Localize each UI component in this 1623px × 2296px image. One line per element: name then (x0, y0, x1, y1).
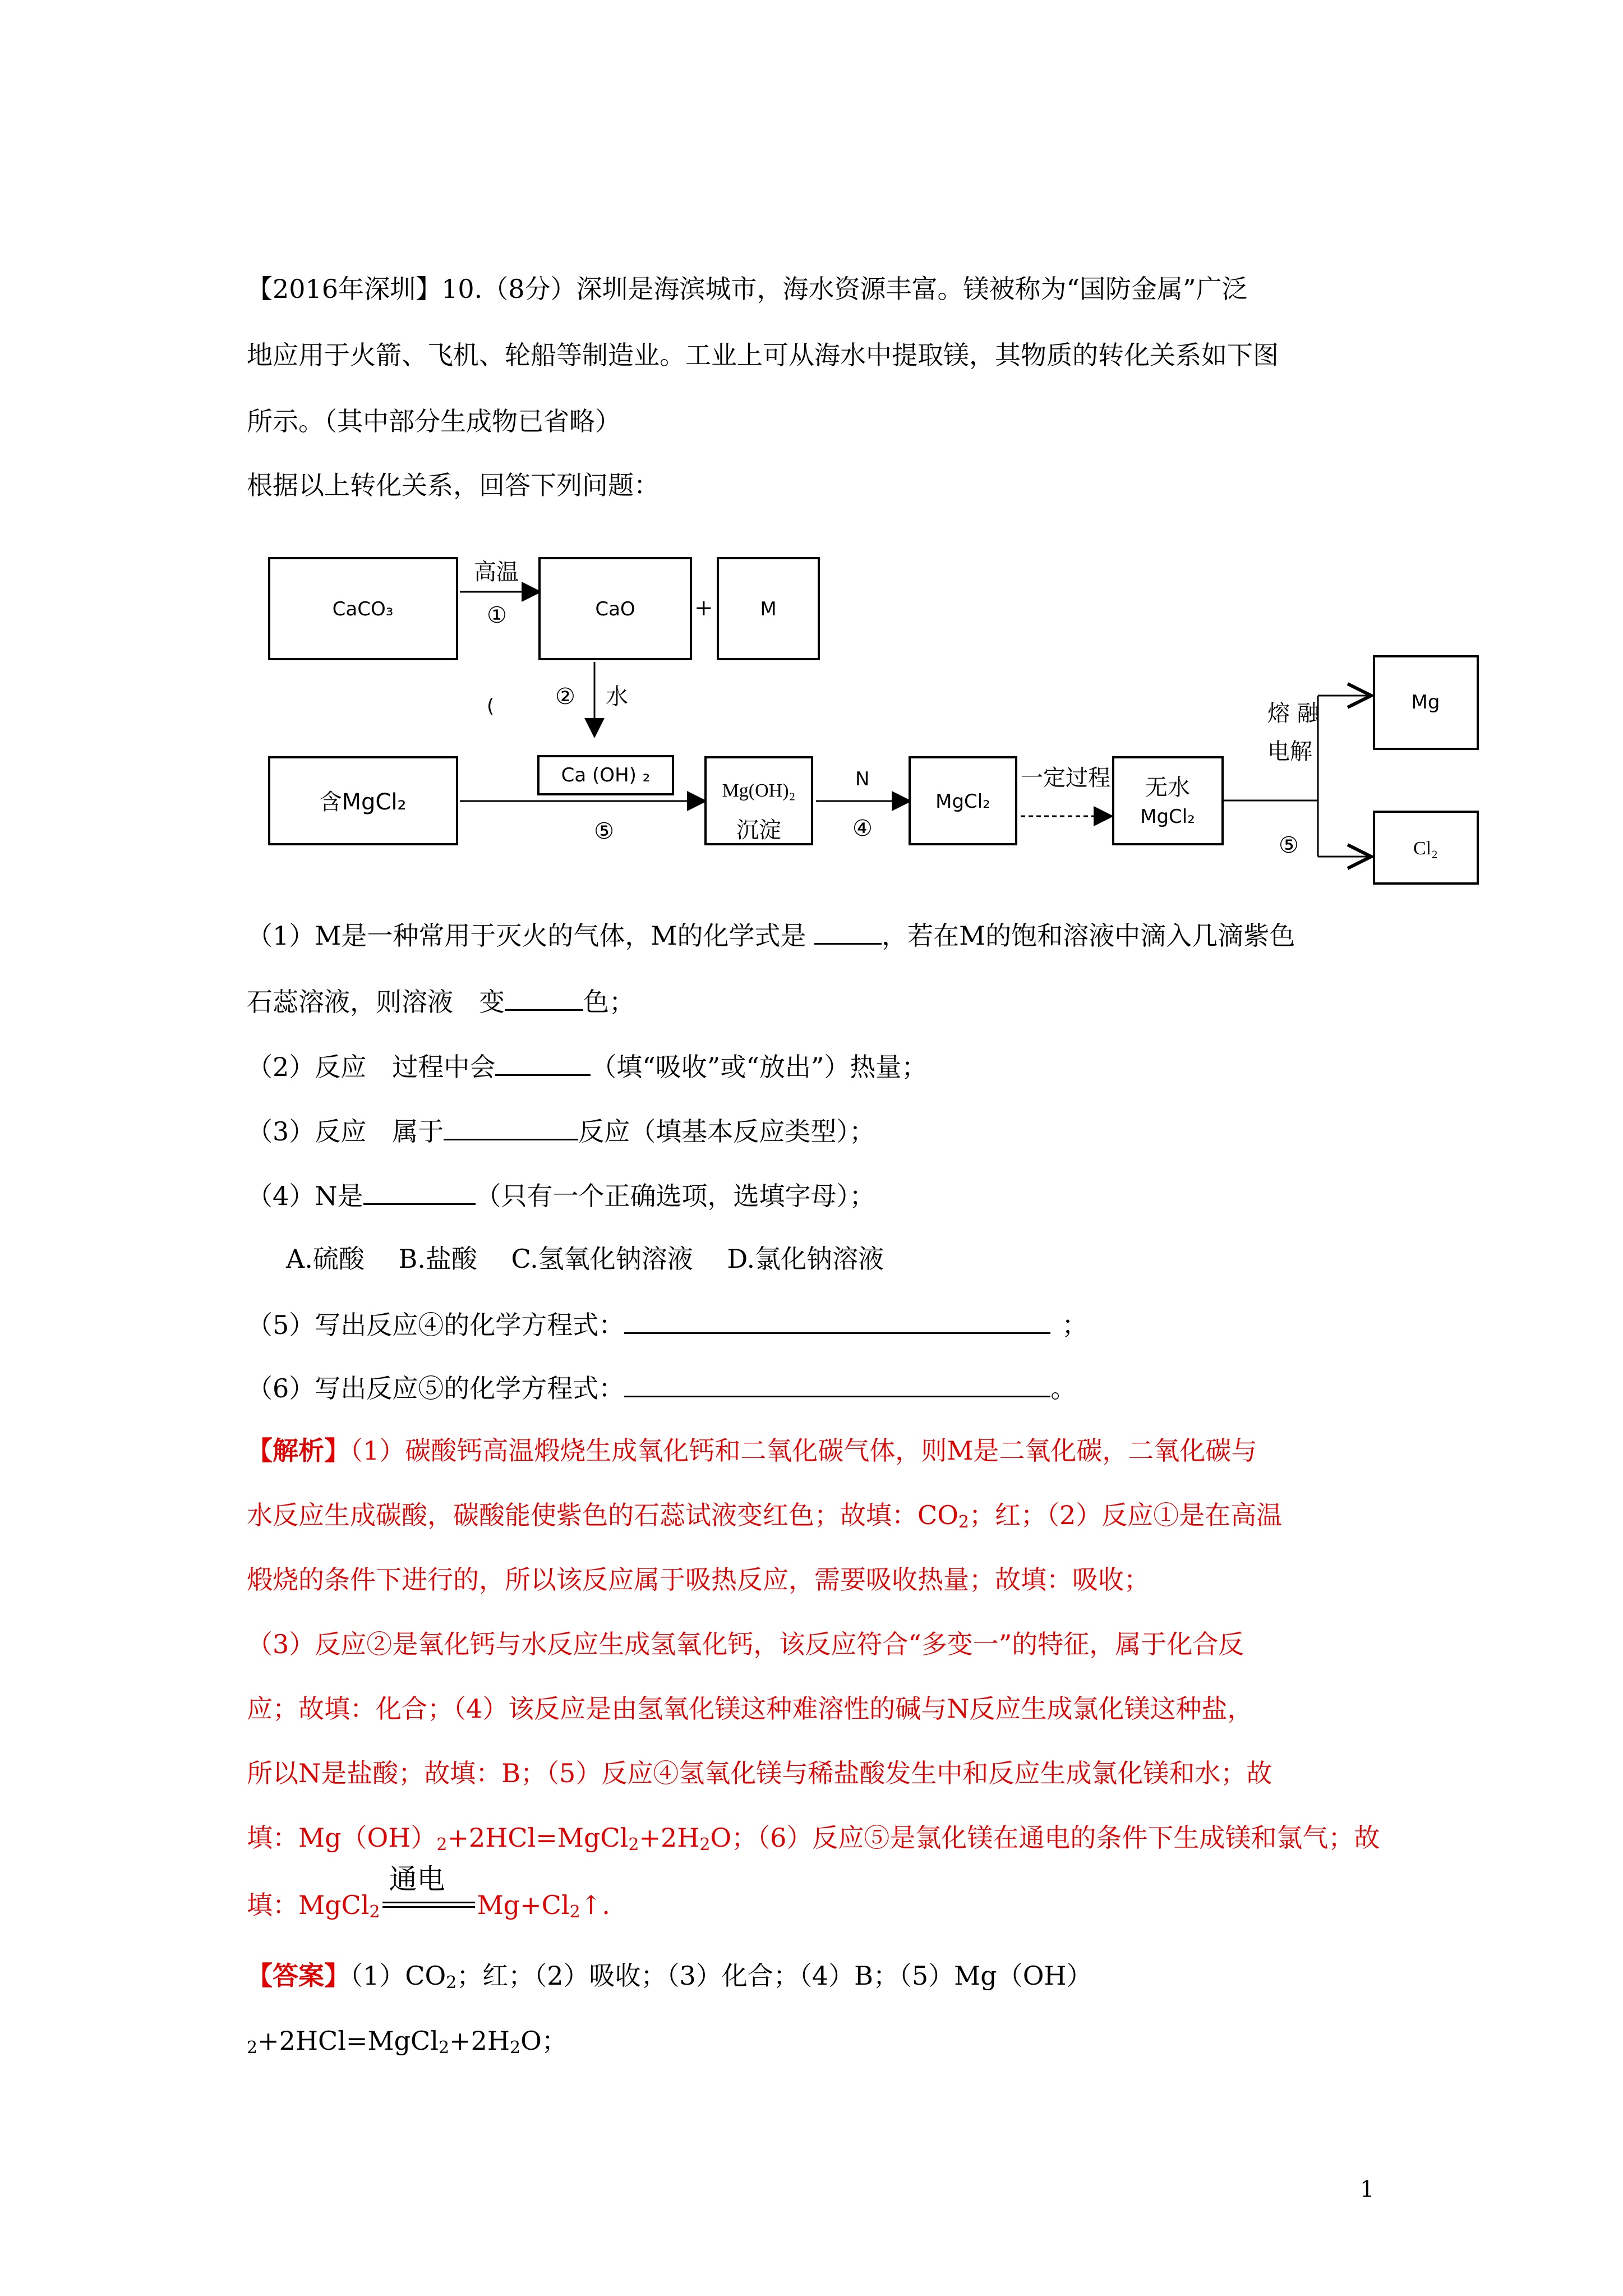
q1b-text: 石蕊溶液，则溶液 变 (247, 987, 505, 1017)
q3-text: （3）反应 属于 (247, 1116, 444, 1147)
page-number: 1 (1360, 2177, 1375, 2202)
q5-text-end: ； (1062, 1310, 1088, 1340)
anhydrous-label: 无水 (1145, 775, 1190, 800)
q4-blank[interactable] (363, 1177, 476, 1205)
answer-label: 【答案】 (247, 1961, 350, 1991)
question-1a (247, 917, 1295, 953)
analysis-line-8 (247, 1863, 610, 1929)
q6-text-end: 。 (1050, 1373, 1077, 1404)
answer-text-2b: +2H (449, 2026, 510, 2056)
q3-text-end: 反应（填基本反应类型）； (578, 1116, 875, 1147)
question-1b (247, 983, 635, 1019)
answer-line-1 (247, 1959, 1092, 2000)
q1a-text-end: ，若在M的饱和溶液中滴入几滴紫色 (882, 921, 1295, 951)
q1b-text-end: 色； (583, 987, 635, 1017)
analysis-text-7c: +2H (639, 1823, 700, 1853)
mgcl2-label: MgCl₂ (935, 790, 990, 813)
stray-paren: ( (487, 695, 495, 717)
answer-line-2 (247, 2024, 568, 2065)
water-label: 水 (606, 684, 628, 710)
analysis-label: 【解析】 (247, 1435, 350, 1466)
analysis-text-7a: 填：Mg（OH） (247, 1823, 437, 1853)
answer-sub: 2 (247, 2038, 258, 2058)
analysis-text-8b: Mg+Cl (477, 1890, 570, 1920)
question-5 (247, 1306, 1087, 1342)
double-line (382, 1902, 475, 1908)
q4-text-end: （只有一个正确选项，选填字母）； (475, 1181, 875, 1211)
tongdian-label: 通电 (389, 1863, 445, 1895)
step-5a-label: ⑤ (594, 818, 614, 844)
q2-text: （2）反应 过程中会 (247, 1052, 496, 1082)
q5-blank[interactable] (624, 1306, 1050, 1334)
step-2-label: ② (555, 684, 575, 710)
answer-text-1a: （1）CO (350, 1961, 446, 1991)
analysis-text-7d: O；（6）反应⑤是氯化镁在通电的条件下生成镁和氯气；故 (710, 1823, 1380, 1853)
analysis-text-7b: +2HCl=MgCl (447, 1823, 629, 1853)
question-2 (247, 1048, 927, 1084)
answer-text-1b: ；红；（2）吸收；（3）化合；（4）B；（5）Mg（OH） (457, 1961, 1092, 1991)
plus-sign: + (694, 595, 713, 621)
analysis-text-8c: ↑. (580, 1890, 610, 1920)
step-5b-label: ⑤ (1279, 832, 1299, 858)
q6-text: （6）写出反应⑤的化学方程式： (247, 1373, 625, 1404)
question-4-options: A.硫酸 B.盐酸 C.氢氧化钠溶液 D.氯化钠溶液 (286, 1244, 884, 1274)
q2-blank[interactable] (495, 1048, 591, 1076)
analysis-sub: 2 (699, 1835, 711, 1855)
q1a-text: （1）M是一种常用于灭火的气体，M的化学式是 (247, 921, 815, 951)
q3-blank[interactable] (444, 1113, 578, 1140)
q1b-blank[interactable] (505, 983, 583, 1011)
q2-text-end: （填“吸收”或“放出”）热量； (591, 1052, 928, 1082)
analysis-sub: 2 (958, 1512, 970, 1532)
analysis-text-8a: 填：MgCl (247, 1890, 370, 1920)
n-label: N (855, 768, 870, 790)
cl2-label: Cl₂ (1413, 838, 1438, 859)
answer-sub: 2 (509, 2038, 521, 2058)
caoh2-label: Ca (OH) ₂ (561, 764, 651, 786)
intro-line-2: 地应用于火箭、飞机、轮船等制造业。工业上可从海水中提取镁，其物质的转化关系如下图 (247, 340, 1279, 370)
analysis-text-2b: ；红；（2）反应①是在高温 (969, 1500, 1283, 1530)
tongdian-equals (382, 1863, 475, 1914)
cao-label: CaO (595, 598, 635, 620)
intro-line-4: 根据以上转化关系，回答下列问题： (247, 470, 660, 500)
answer-text-2a: +2HCl=MgCl (257, 2026, 439, 2056)
magnesium-extraction-diagram (264, 553, 1497, 889)
step-1-label: ① (487, 602, 507, 628)
q5-text: （5）写出反应④的化学方程式： (247, 1310, 625, 1340)
anhydrous-mgcl2-label: MgCl₂ (1140, 806, 1195, 828)
analysis-line-7 (247, 1821, 1380, 1862)
analysis-sub: 2 (569, 1902, 580, 1922)
step-4-label: ④ (852, 816, 873, 841)
q4-text: （4）N是 (247, 1181, 363, 1211)
analysis-sub: 2 (369, 1902, 380, 1922)
intro-line-1: 【2016年深圳】10.（8分）深圳是海滨城市，海水资源丰富。镁被称为“国防金属”广泛 (247, 274, 1248, 304)
q1a-blank[interactable] (814, 917, 882, 945)
answer-sub: 2 (446, 1973, 457, 1993)
analysis-line-4: （3）反应②是氧化钙与水反应生成氢氧化钙，该反应符合“多变一”的特征，属于化合反 (247, 1629, 1244, 1659)
question-6 (247, 1370, 1076, 1405)
analysis-line-5: 应；故填：化合；（4）该反应是由氢氧化镁这种难溶性的碱与N反应生成氯化镁这种盐， (247, 1694, 1253, 1724)
process-label: 一定过程 (1021, 765, 1110, 791)
analysis-sub: 2 (628, 1835, 639, 1855)
mg-label: Mg (1411, 691, 1440, 714)
intro-line-3: 所示。（其中部分生成物已省略） (247, 406, 621, 436)
electrolysis-label: 电解 (1267, 739, 1312, 765)
caco3-label: CaCO₃ (332, 598, 394, 620)
analysis-line-1 (247, 1434, 1257, 1467)
analysis-text-1: （1）碳酸钙高温煅烧生成氧化钙和二氧化碳气体，则M是二氧化碳，二氧化碳与 (350, 1435, 1257, 1466)
gaowen-label: 高温 (474, 559, 519, 585)
analysis-line-2 (247, 1498, 1282, 1539)
question-3 (247, 1113, 875, 1148)
answer-sub: 2 (438, 2038, 450, 2058)
analysis-line-3: 煅烧的条件下进行的，所以该反应属于吸热反应，需要吸收热量；故填：吸收； (247, 1565, 1150, 1595)
mgoh2-label: Mg(OH)₂ (722, 780, 796, 801)
analysis-sub: 2 (436, 1835, 448, 1855)
analysis-line-6: 所以N是盐酸；故填：B；（5）反应④氢氧化镁与稀盐酸发生中和反应生成氯化镁和水；故 (247, 1758, 1272, 1788)
precipitate-label: 沉淀 (736, 817, 781, 843)
seawater-mgcl2-label: 含MgCl₂ (319, 789, 407, 815)
molten-label: 熔 融 (1267, 701, 1320, 726)
m-label: M (760, 598, 777, 620)
question-4 (247, 1177, 875, 1213)
anhydrous-mgcl2-box (1113, 757, 1223, 844)
answer-text-2c: O； (520, 2026, 568, 2056)
q6-blank[interactable] (624, 1370, 1050, 1397)
analysis-text-2a: 水反应生成碳酸，碳酸能使紫色的石蕊试液变红色；故填：CO (247, 1500, 958, 1530)
